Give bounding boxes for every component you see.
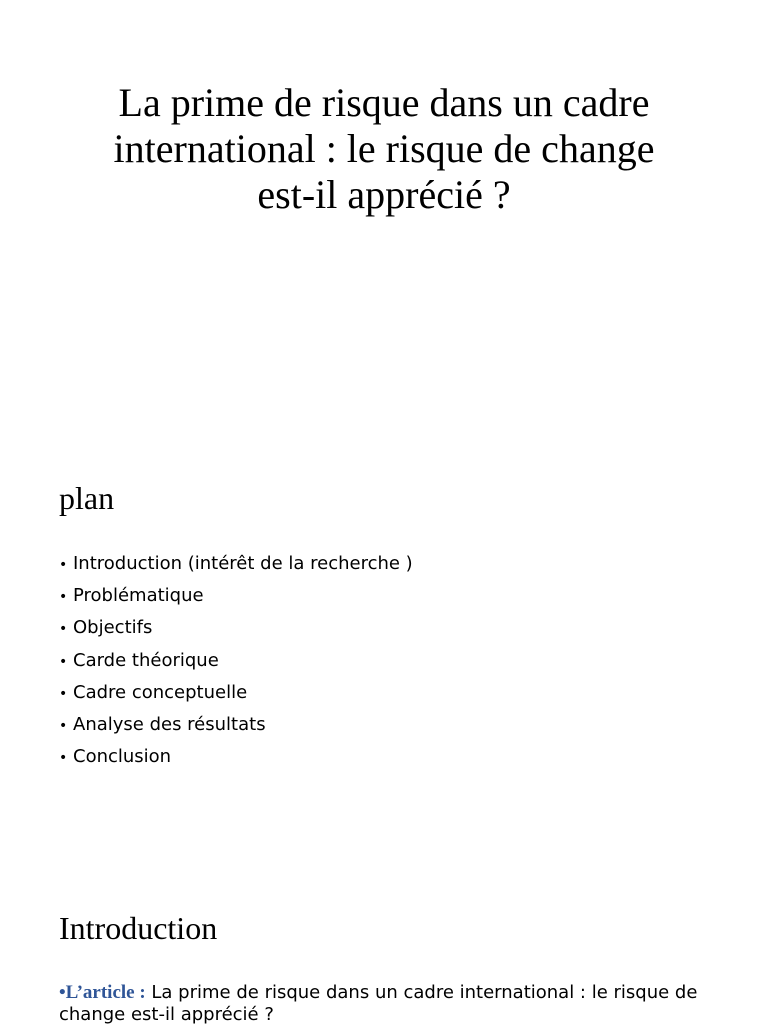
list-item — [59, 677, 413, 709]
introduction-heading: Introduction — [59, 910, 218, 946]
list-item — [59, 612, 413, 644]
presentation-title: La prime de risque dans un cadre international : le risque de change est-il apprécié ? — [113, 80, 655, 217]
list-item-label: Problématique — [73, 585, 204, 607]
slide-title — [0, 0, 768, 432]
bullet-icon: • — [59, 589, 68, 606]
article-text: La prime de risque dans un cadre international : le risque de change est-il apprécié ? — [59, 982, 698, 1024]
list-item — [59, 741, 413, 773]
list-item — [59, 709, 413, 741]
article-label: •L’article : — [59, 982, 146, 1003]
plan-heading: plan — [59, 480, 115, 516]
bullet-icon: • — [59, 717, 68, 734]
article-paragraph — [59, 982, 699, 1024]
list-item-label: Analyse des résultats — [73, 713, 266, 735]
bullet-icon: • — [59, 750, 68, 767]
bullet-icon: • — [59, 685, 68, 702]
slide-plan — [0, 432, 768, 864]
bullet-icon: • — [59, 653, 68, 670]
list-item-label: Conclusion — [73, 746, 172, 768]
list-item-label: Objectifs — [73, 617, 153, 639]
list-item-label: Introduction (intérêt de la recherche ) — [73, 553, 413, 574]
list-item-label: Cadre conceptuelle — [73, 681, 248, 703]
list-item — [59, 548, 413, 580]
list-item — [59, 645, 413, 677]
bullet-icon: • — [59, 557, 68, 573]
list-item — [59, 580, 413, 612]
list-item-label: Carde théorique — [73, 649, 219, 671]
slide-introduction — [0, 864, 768, 1024]
bullet-icon: • — [59, 621, 68, 638]
plan-list — [59, 548, 413, 773]
